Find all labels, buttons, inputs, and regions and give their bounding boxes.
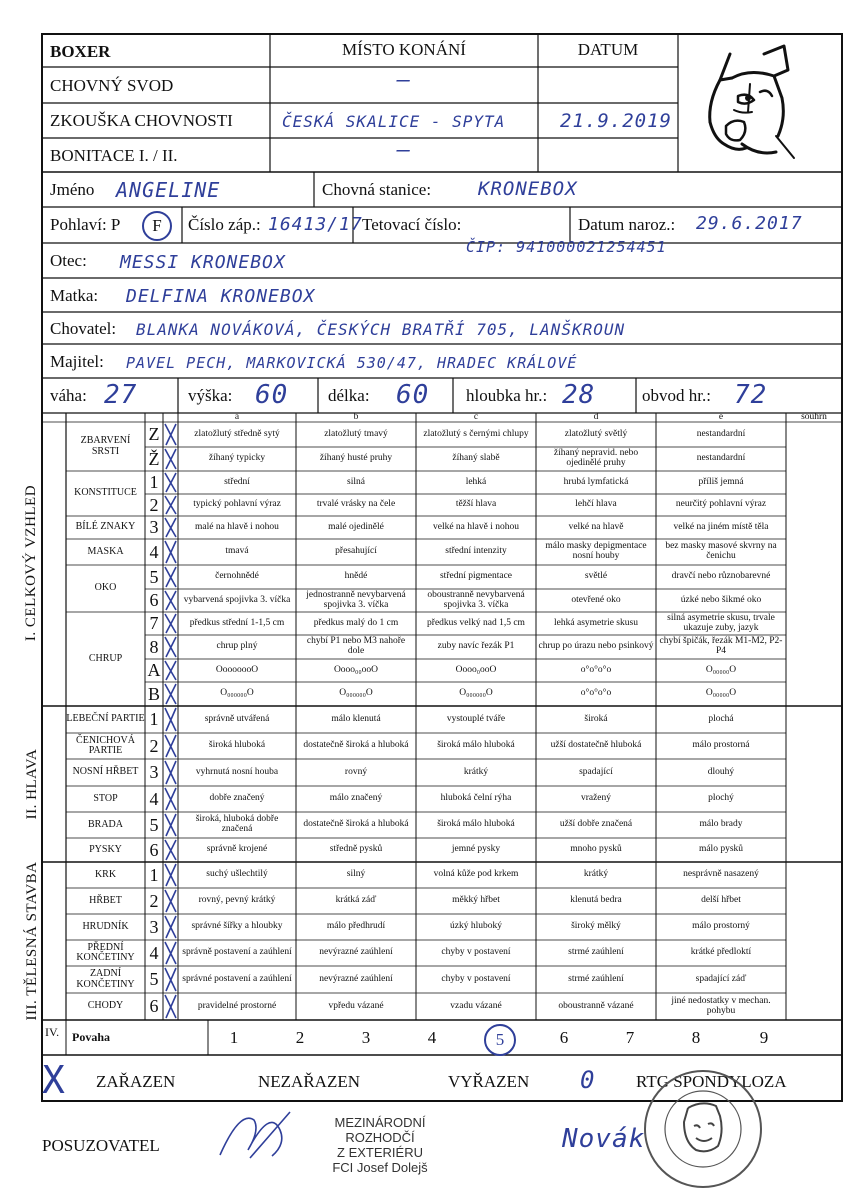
category-label: BRADA xyxy=(87,818,123,830)
birth-date-label: Datum naroz.: xyxy=(578,215,676,234)
cell-a: dobře značený xyxy=(209,793,265,804)
cell-b: rovný xyxy=(344,766,368,777)
row-code: 3 xyxy=(149,517,159,537)
cell-c: žíhaný slabě xyxy=(452,453,500,464)
row-check-mark xyxy=(163,539,178,565)
cell-b: středně pysků xyxy=(329,844,383,855)
row-check-mark xyxy=(163,565,178,589)
judge-label: POSUZOVATEL xyxy=(42,1136,160,1155)
cell-d: lehká asymetrie skusu xyxy=(554,617,638,628)
row-zkouska-label: ZKOUŠKA CHOVNOSTI xyxy=(50,111,233,130)
category-label: HRUDNÍK xyxy=(82,920,129,932)
cell-d: o°o°o°o xyxy=(580,688,612,699)
kennel-label: Chovná stanice: xyxy=(322,180,432,199)
cell-b: dostatečně široká a hluboká xyxy=(303,740,409,751)
cell-d: chrup po úrazu nebo psinkový xyxy=(538,641,654,652)
row-check-mark xyxy=(163,888,178,914)
cell-c: jemné pysky xyxy=(451,844,501,855)
row-check-mark xyxy=(163,759,178,786)
weight-label: váha: xyxy=(50,386,87,405)
category-label: KRK xyxy=(94,868,117,880)
row-code: B xyxy=(147,683,160,704)
category-label: PŘEDNÍ KONČETINY xyxy=(76,941,135,963)
row-check-mark xyxy=(163,914,178,940)
row-code: 3 xyxy=(149,762,159,782)
cell-c: volná kůže pod krkem xyxy=(433,869,519,880)
cell-d: oboustranně vázané xyxy=(558,1000,634,1011)
temperament-option-1[interactable]: 1 xyxy=(229,1028,239,1047)
row-code: 1 xyxy=(149,472,159,492)
category-label: OKO xyxy=(94,582,117,594)
cell-d: spadající xyxy=(579,766,613,777)
row-code: Z xyxy=(148,424,160,444)
reg-number-label: Číslo záp.: xyxy=(188,215,261,234)
cell-e: O₀₀₀₀₀O xyxy=(705,664,737,675)
cell-d: o°o°o°o xyxy=(580,664,612,675)
cell-b: Oooo₀₀ooO xyxy=(333,664,379,675)
judge-stamp xyxy=(300,1116,460,1176)
temperament-option-3[interactable]: 3 xyxy=(361,1028,371,1047)
cell-d: otevřené oko xyxy=(571,594,621,605)
result-rtg[interactable]: RTG SPONDYLOZA xyxy=(636,1072,787,1091)
owner-value: PAVEL PECH, MARKOVICKÁ 530/47, HRADEC KRÁLOVÉ xyxy=(126,354,578,372)
col-souhrn-header: souhrn xyxy=(801,412,827,422)
cell-b: krátká záď xyxy=(335,895,377,906)
row-check-mark xyxy=(163,812,178,838)
row-code: 8 xyxy=(149,636,159,657)
cell-c: široká málo hluboká xyxy=(437,819,515,830)
row-check-mark xyxy=(163,635,178,659)
cell-d: lehčí hlava xyxy=(575,499,617,510)
row-check-mark xyxy=(163,682,178,706)
row-code: 4 xyxy=(149,541,159,562)
cell-c: předkus velký nad 1,5 cm xyxy=(427,617,525,628)
cell-e: nestandardní xyxy=(696,428,746,439)
category-label: ZADNÍ KONČETINY xyxy=(76,968,135,990)
cell-e: spadající záď xyxy=(695,973,747,984)
cell-d: mnoho pysků xyxy=(570,844,622,855)
cell-a: střední xyxy=(224,476,250,487)
cell-a: tmavá xyxy=(225,546,249,557)
cell-e: málo brady xyxy=(699,819,743,830)
cell-c: střední intenzity xyxy=(445,546,507,557)
cell-a: žíhaný typicky xyxy=(208,453,266,464)
row-bonitace-place: — xyxy=(396,138,412,163)
row-bonitace-label: BONITACE I. / II. xyxy=(50,146,178,165)
cell-c: velké na hlavě i nohou xyxy=(432,521,519,532)
cell-a: správné šířky a hloubky xyxy=(191,921,283,932)
cell-e: krátké předloktí xyxy=(690,947,752,958)
category-label: PYSKY xyxy=(89,843,122,855)
row-code: 2 xyxy=(149,890,159,911)
col-b-header: b xyxy=(353,412,359,422)
reg-number-value: 16413/17 xyxy=(268,214,363,235)
row-check-mark xyxy=(163,993,178,1020)
cell-c: chyby v postavení xyxy=(441,947,511,958)
col-e-header: e xyxy=(718,412,724,422)
row-code: Ž xyxy=(148,448,160,469)
row-check-mark xyxy=(163,589,178,612)
row-check-mark xyxy=(163,659,178,682)
cell-a: široká hluboká xyxy=(208,740,266,751)
category-label: BÍLÉ ZNAKY xyxy=(75,521,136,533)
father-value: MESSI KRONEBOX xyxy=(120,252,286,273)
signature-novak: Novák xyxy=(562,1124,646,1154)
cell-b: chybí P1 nebo M3 nahoře dole xyxy=(306,636,406,656)
cell-c: O₀₀₀₀₀₀O xyxy=(459,688,493,699)
cell-b: přesahující xyxy=(335,546,377,557)
cell-d: málo masky depigmentace nosní houby xyxy=(545,541,647,561)
result-vyrazen[interactable]: VYŘAZEN xyxy=(448,1072,530,1091)
owner-label: Majitel: xyxy=(50,352,104,371)
temperament-option-9[interactable]: 9 xyxy=(759,1028,769,1047)
row-zkouska-place: ČESKÁ SKALICE - SPYTA xyxy=(282,112,506,131)
row-check-mark xyxy=(163,862,178,888)
cell-c: lehká xyxy=(465,476,487,487)
row-check-mark xyxy=(163,422,178,447)
chip-number: ČIP: 941000021254451 xyxy=(466,238,667,256)
cell-e: příliš jemná xyxy=(698,476,744,487)
cell-b: vpředu vázané xyxy=(328,1000,384,1011)
row-chovny-svod-place: — xyxy=(396,68,412,93)
col-d-header: d xyxy=(593,412,599,422)
judge-signature xyxy=(210,1100,310,1170)
rtg-value: 0 xyxy=(580,1066,596,1094)
row-check-mark xyxy=(163,516,178,539)
section-4-title: IV. xyxy=(45,1025,60,1039)
cell-d: užší dostatečně hluboká xyxy=(550,740,642,751)
cell-a: široká, hluboká dobře značená xyxy=(195,814,279,834)
row-code: 4 xyxy=(149,942,159,963)
category-label: CHODY xyxy=(87,1000,124,1012)
cell-c: úzký hluboký xyxy=(450,921,502,932)
category-label: NOSNÍ HŘBET xyxy=(72,766,139,778)
row-code: 5 xyxy=(149,566,159,587)
kennel-value: KRONEBOX xyxy=(478,178,578,200)
cell-b: nevýrazné zaúhlení xyxy=(319,947,393,958)
row-check-mark xyxy=(163,940,178,966)
temperament-option-7[interactable]: 7 xyxy=(625,1028,635,1047)
breeder-label: Chovatel: xyxy=(50,319,117,338)
row-check-mark xyxy=(163,706,178,733)
cell-e: málo prostorná xyxy=(692,740,750,751)
cell-d: klenutá bedra xyxy=(570,895,622,906)
cell-b: O₀₀₀₀₀₀O xyxy=(339,688,373,699)
cell-b: zlatožlutý tmavý xyxy=(324,428,388,439)
cell-c: zlatožlutý s černými chlupy xyxy=(423,428,529,439)
cell-a: správně krojené xyxy=(206,844,268,855)
temperament-option-8[interactable]: 8 xyxy=(691,1028,701,1047)
boxer-head-logo xyxy=(690,40,836,168)
height-value: 60 xyxy=(255,380,289,410)
cell-c: Oooo₀ooO xyxy=(455,664,497,675)
chest-depth-label: hloubka hr.: xyxy=(466,386,548,405)
row-check-mark xyxy=(163,733,178,759)
cell-e: úzké nebo šikmé oko xyxy=(680,594,762,605)
row-code: 7 xyxy=(149,613,159,633)
row-code: 2 xyxy=(149,735,159,756)
row-code: 6 xyxy=(149,590,159,610)
row-code: 1 xyxy=(149,709,159,729)
temperament-option-6[interactable]: 6 xyxy=(559,1028,569,1047)
row-check-mark xyxy=(163,494,178,516)
cell-e: dravčí nebo různobarevné xyxy=(671,571,771,582)
row-chovny-svod-label: CHOVNÝ SVOD xyxy=(50,76,174,95)
cell-a: OooooooO xyxy=(215,664,259,675)
cell-e: nesprávně nasazený xyxy=(683,869,759,880)
cell-a: správné postavení a zaúhlení xyxy=(182,973,292,984)
cell-b: silná xyxy=(347,476,365,487)
cell-e: silná asymetrie skusu, trvale ukazuje zuby, jazyk xyxy=(667,612,775,633)
height-label: výška: xyxy=(188,386,233,405)
cell-e: dlouhý xyxy=(707,766,735,777)
cell-d: vražený xyxy=(580,793,612,804)
cell-d: široký mělký xyxy=(571,921,621,932)
chest-girth-value: 72 xyxy=(734,380,768,410)
cell-a: správně utvářená xyxy=(204,713,270,724)
cell-e: bez masky masové skvrny na čenichu xyxy=(665,541,777,561)
cell-d: strmé zaúhlení xyxy=(568,947,624,958)
row-check-mark xyxy=(163,612,178,635)
father-label: Otec: xyxy=(50,251,87,270)
row-check-mark xyxy=(163,786,178,812)
location-header: MÍSTO KONÁNÍ xyxy=(342,40,466,59)
cell-c: vystouplé tváře xyxy=(446,713,506,724)
cell-e: málo pysků xyxy=(698,844,744,855)
cell-b: jednostranně nevybarvená spojivka 3. víčka xyxy=(306,589,406,610)
category-label: ZBARVENÍ SRSTI xyxy=(80,435,131,457)
temperament-label: Povaha xyxy=(72,1030,111,1044)
cell-a: suchý ušlechtilý xyxy=(206,869,268,880)
sex-label: Pohlaví: P xyxy=(50,215,121,234)
mother-label: Matka: xyxy=(50,286,99,305)
cell-a: vybarvená spojivka 3. víčka xyxy=(183,594,291,605)
category-label: ČENICHOVÁ PARTIE xyxy=(76,734,135,756)
cell-c: vzadu vázané xyxy=(450,1000,502,1011)
row-code: 5 xyxy=(149,969,159,989)
cell-e: jiné nedostatky v mechan. pohybu xyxy=(671,995,771,1016)
section-1-title: I. CELKOVÝ VZHLED xyxy=(23,484,39,642)
col-c-header: c xyxy=(473,412,479,422)
cell-c: hluboká čelní rýha xyxy=(440,793,512,804)
cell-c: měkký hřbet xyxy=(452,895,500,906)
cell-d: světlé xyxy=(584,571,608,582)
cell-c: oboustranně nevybarvená spojivka 3. víčka xyxy=(427,589,525,610)
cell-a: pravidelné prostorné xyxy=(197,1000,277,1011)
date-header: DATUM xyxy=(577,40,639,59)
cell-b: trvalé vrásky na čele xyxy=(316,499,396,510)
cell-b: málo klenutá xyxy=(331,713,381,724)
row-code: 1 xyxy=(149,864,159,885)
name-label: Jméno xyxy=(50,180,95,199)
cell-b: hnědé xyxy=(344,571,368,582)
cell-d: krátký xyxy=(583,869,609,880)
cell-a: O₀₀₀₀₀₀O xyxy=(220,688,254,699)
cell-a: rovný, pevný krátký xyxy=(198,895,276,906)
cell-d: hrubá lymfatická xyxy=(563,476,629,487)
cell-b: málo značený xyxy=(329,793,383,804)
cell-d: zlatožlutý světlý xyxy=(564,428,628,439)
col-a-header: a xyxy=(234,412,240,422)
cell-d: strmé zaúhlení xyxy=(568,973,624,984)
row-zkouska-date: 21.9.2019 xyxy=(560,110,672,132)
cell-b: silný xyxy=(346,869,366,880)
row-code: 5 xyxy=(149,814,159,835)
mother-value: DELFINA KRONEBOX xyxy=(126,286,316,307)
row-check-mark xyxy=(163,966,178,993)
cell-e: O₀₀₀₀₀O xyxy=(705,688,737,699)
category-label: LEBEČNÍ PARTIE xyxy=(66,713,145,725)
length-label: délka: xyxy=(328,386,370,405)
sex-selected-value: F xyxy=(152,216,162,235)
breeder-value: BLANKA NOVÁKOVÁ, ČESKÝCH BRATŘÍ 705, LANŠKROUN xyxy=(136,320,626,339)
chest-depth-value: 28 xyxy=(562,380,596,410)
row-check-mark xyxy=(163,471,178,494)
row-code: 6 xyxy=(149,996,159,1016)
cell-d: žíhaný nepravid. nebo ojedinělé pruhy xyxy=(553,448,639,468)
category-label: STOP xyxy=(93,792,118,804)
category-label: KONSTITUCE xyxy=(74,487,137,499)
cell-e: plochá xyxy=(708,713,734,724)
temperament-option-5[interactable]: 5 xyxy=(484,1024,516,1056)
section-3-title: III. TĚLESNÁ STAVBA xyxy=(24,861,40,1021)
zarazen-mark: X xyxy=(42,1058,66,1102)
cell-e: málo prostorný xyxy=(692,921,750,932)
cell-e: nestandardní xyxy=(696,453,746,464)
cell-e: velké na jiném místě těla xyxy=(673,521,769,532)
cell-d: užší dobře značená xyxy=(559,819,633,830)
sex-selected-circle xyxy=(142,211,172,241)
cell-e: plochý xyxy=(708,793,734,804)
row-code: 4 xyxy=(149,788,159,809)
section-2-title: II. HLAVA xyxy=(24,748,40,820)
category-label: HŘBET xyxy=(89,894,122,906)
cell-b: žíhaný husté pruhy xyxy=(319,453,393,464)
cell-a: předkus střední 1-1,5 cm xyxy=(189,617,285,628)
birth-date-value: 29.6.2017 xyxy=(696,213,803,234)
weight-value: 27 xyxy=(104,380,138,410)
row-check-mark xyxy=(163,838,178,862)
cell-a: zlatožlutý středně sytý xyxy=(194,428,280,439)
cell-b: dostatečně široká a hluboká xyxy=(303,819,409,830)
judge-stamp-line-2: Z EXTERIÉRU xyxy=(337,1144,423,1160)
club-seal xyxy=(640,1066,766,1192)
temperament-option-4[interactable]: 4 xyxy=(427,1028,437,1047)
cell-b: málo předhrudí xyxy=(326,921,386,932)
cell-a: správně postavení a zaúhlení xyxy=(182,947,292,958)
judge-stamp-line-3: FCI Josef Dolejš xyxy=(332,1159,428,1175)
cell-d: široká xyxy=(584,713,608,724)
cell-c: zuby navíc řezák P1 xyxy=(437,641,515,652)
cell-c: široká málo hluboká xyxy=(437,740,515,751)
cell-a: typický pohlavní výraz xyxy=(193,499,281,510)
row-code: 3 xyxy=(149,916,159,937)
cell-a: černohnědé xyxy=(215,571,259,582)
cell-a: malé na hlavě i nohou xyxy=(195,521,279,532)
result-zarazen[interactable]: ZAŘAZEN xyxy=(96,1072,176,1091)
row-code: 6 xyxy=(149,839,159,860)
category-label: MASKA xyxy=(87,545,124,557)
cell-d: velké na hlavě xyxy=(568,521,624,532)
result-nezarazen[interactable]: NEZAŘAZEN xyxy=(258,1072,360,1091)
row-check-mark xyxy=(163,447,178,471)
row-code: A xyxy=(147,660,161,680)
breed-title: BOXER xyxy=(50,42,111,61)
cell-a: vyhrnutá nosní houba xyxy=(195,766,279,777)
cell-e: delší hřbet xyxy=(701,895,741,906)
cell-b: nevýrazné zaúhlení xyxy=(319,973,393,984)
cell-c: chyby v postavení xyxy=(441,973,511,984)
length-value: 60 xyxy=(396,380,430,410)
judge-stamp-line-1: MEZINÁRODNÍ ROZHODČÍ xyxy=(334,1115,426,1145)
cell-b: předkus malý do 1 cm xyxy=(313,617,399,628)
chest-girth-label: obvod hr.: xyxy=(642,386,711,405)
cell-b: malé ojedinělé xyxy=(328,521,384,532)
cell-c: krátký xyxy=(463,766,489,777)
cell-c: těžší hlava xyxy=(455,499,497,510)
row-code: 2 xyxy=(149,494,159,515)
cell-c: střední pigmentace xyxy=(439,571,512,582)
cell-e: chybí špičák, řezák M1-M2, P2-P4 xyxy=(659,636,783,656)
tattoo-label: Tetovací číslo: xyxy=(362,215,462,234)
category-label: CHRUP xyxy=(88,652,123,664)
temperament-option-2[interactable]: 2 xyxy=(295,1028,305,1047)
dog-name-value: ANGELINE xyxy=(116,178,221,202)
cell-e: neurčitý pohlavní výraz xyxy=(675,499,767,510)
cell-a: chrup plný xyxy=(216,641,258,652)
